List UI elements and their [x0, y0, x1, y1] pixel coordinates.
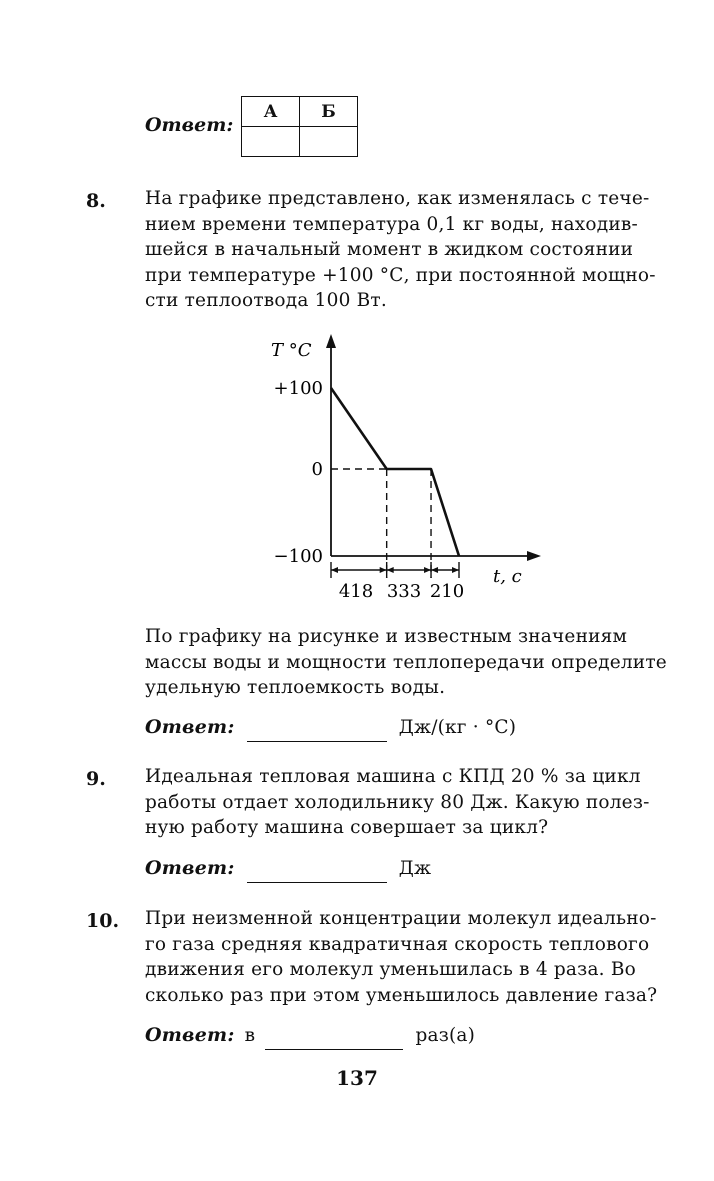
table-header-b: Б [300, 97, 358, 127]
text-line: При неизменной концентрации молекул идеально- [145, 908, 657, 929]
answer-blank-10[interactable] [265, 1023, 403, 1050]
answer-unit-9: Дж [398, 858, 432, 879]
interval-label: 210 [429, 581, 465, 602]
interval-arrowhead [387, 567, 394, 573]
x-axis-label: t, c [493, 566, 522, 587]
answer-blank-8[interactable] [247, 715, 387, 742]
interval-arrowhead [431, 567, 438, 573]
text-line: На графике представлено, как изменялась с тече- [145, 188, 650, 209]
question-8-answer [145, 715, 516, 742]
y-tick-label: −100 [273, 546, 323, 567]
table-header-a: А [242, 97, 300, 127]
y-tick-label: 0 [311, 459, 323, 480]
text-line: движения его молекул уменьшилась в 4 раза. Во [145, 959, 636, 980]
interval-arrowhead [452, 567, 459, 573]
text-line: сколько раз при этом уменьшилось давление газа? [145, 984, 658, 1006]
text-line: нием времени температура 0,1 кг воды, находив- [145, 213, 638, 235]
page-number: 137 [336, 1066, 378, 1090]
answer-label: Ответ: [145, 1024, 235, 1046]
answer-unit-10: раз(а) [415, 1025, 476, 1046]
text-line: шейся в начальный момент в жидком состоянии [145, 239, 634, 260]
y-axis-label: T °C [271, 340, 312, 361]
text-line: По графику на рисунке и известным значениям [145, 626, 628, 647]
interval-label: 333 [386, 581, 422, 602]
question-9-number: 9. [86, 768, 106, 790]
answer-label: Ответ: [145, 857, 235, 879]
temperature-line [331, 388, 459, 556]
interval-arrowhead [331, 567, 338, 573]
text-line: го газа средняя квадратичная скорость теплового [145, 933, 650, 955]
question-8-number: 8. [86, 190, 106, 212]
question-10-text [145, 906, 667, 1008]
answer-unit-8: Дж/(кг · °С) [398, 717, 517, 738]
answer-blank-9[interactable] [247, 856, 387, 883]
question-8-followup [145, 624, 667, 701]
interval-arrowhead [380, 567, 387, 573]
text-line: при температуре +100 °С, при постоянной мощно- [145, 264, 656, 286]
y-tick-label: +100 [273, 378, 323, 399]
answer-label: Ответ: [145, 114, 234, 136]
question-9-text [145, 764, 667, 841]
y-axis-arrow [326, 334, 336, 348]
text-line: работы отдает холодильнику 80 Дж. Какую полез- [145, 791, 650, 813]
text-line: массы воды и мощности теплопередачи определите [145, 651, 667, 673]
x-axis-arrow [527, 551, 541, 561]
text-line: ную работу машина совершает за цикл? [145, 817, 549, 838]
question-9-answer [145, 856, 431, 883]
text-line: сти теплоотвода 100 Вт. [145, 290, 387, 311]
interval-arrowhead [424, 567, 431, 573]
text-line: Идеальная тепловая машина с КПД 20 % за цикл [145, 766, 641, 787]
answer-label: Ответ: [145, 716, 235, 738]
interval-label: 418 [338, 581, 374, 602]
question-10-answer [145, 1023, 475, 1050]
answer-prefix-10: в [244, 1025, 256, 1046]
text-line: удельную теплоемкость воды. [145, 677, 446, 698]
question-10-number: 10. [86, 910, 120, 932]
